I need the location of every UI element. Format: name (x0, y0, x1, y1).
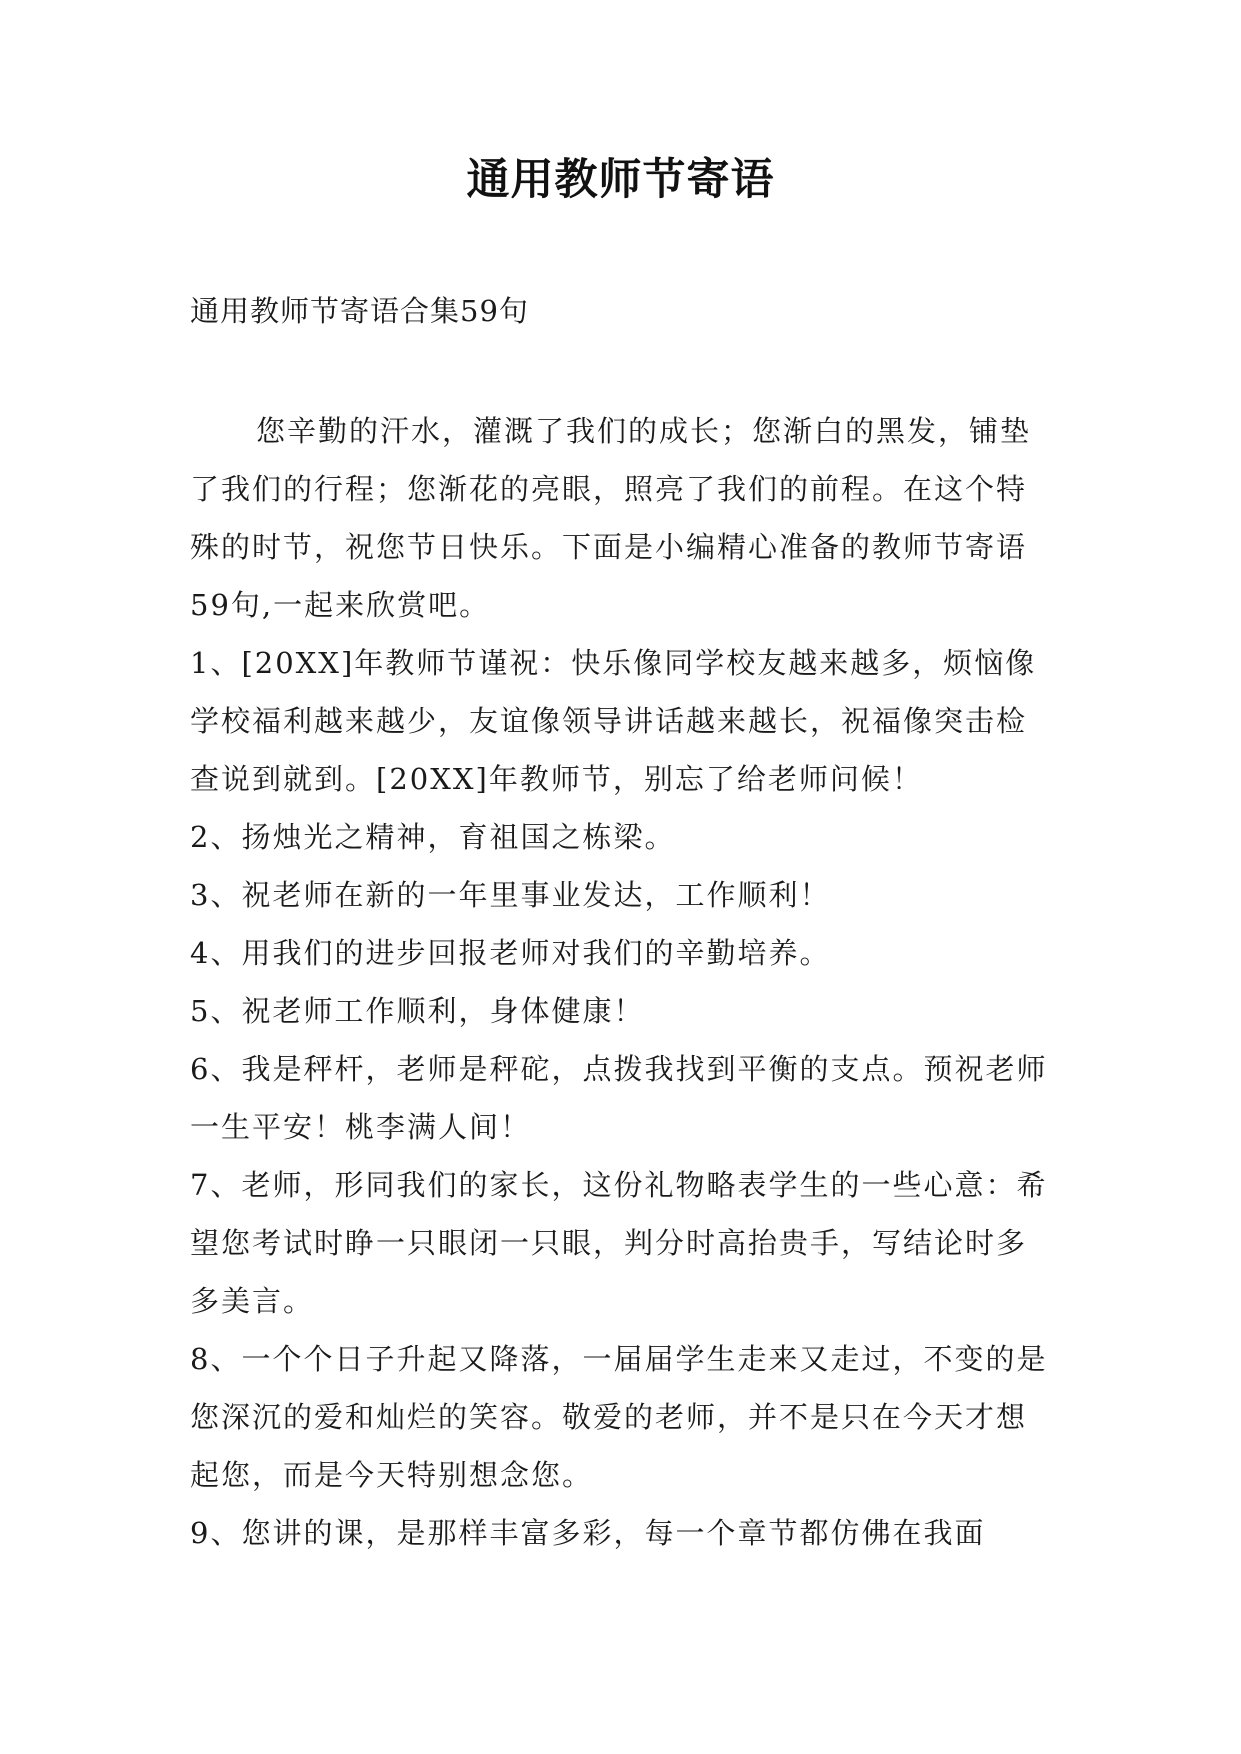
list-item: 3、祝老师在新的一年里事业发达，工作顺利！ (190, 878, 831, 912)
document-subtitle: 通用教师节寄语合集59句 (190, 294, 529, 328)
list-item: 8、一个个日子升起又降落，一届届学生走来又走过，不变的是您深沉的爱和灿烂的笑容。敬爱的老师，并不是只在今天才想起您，而是今天特别想念您。 (190, 1342, 1048, 1492)
intro-paragraph: 您辛勤的汗水，灌溉了我们的成长；您渐白的黑发，铺垫了我们的行程；您渐花的亮眼，照亮了我们的前程。在这个特殊的时节，祝您节日快乐。下面是小编精心准备的教师节寄语59句,一起来欣赏吧。 (190, 414, 1032, 622)
list-item: 7、老师，形同我们的家长，这份礼物略表学生的一些心意：希望您考试时睁一只眼闭一只眼，判分时高抬贵手，写结论时多多美言。 (190, 1168, 1048, 1318)
list-item: 5、祝老师工作顺利，身体健康！ (190, 994, 645, 1028)
document-body (190, 402, 1055, 1562)
list-item: 9、您讲的课，是那样丰富多彩，每一个章节都仿佛在我面 (190, 1516, 986, 1550)
list-item: 1、[20XX]年教师节谨祝：快乐像同学校友越来越多，烦恼像学校福利越来越少，友谊像领导讲话越来越长，祝福像突击检查说到就到。[20XX]年教师节，别忘了给老师问候！ (190, 646, 1037, 796)
list-item: 4、用我们的进步回报老师对我们的辛勤培养。 (190, 936, 831, 970)
document-title: 通用教师节寄语 (466, 155, 775, 205)
list-item: 2、扬烛光之精神，育祖国之栋梁。 (190, 820, 676, 854)
list-item: 6、我是秤杆，老师是秤砣，点拨我找到平衡的支点。预祝老师一生平安！桃李满人间！ (190, 1052, 1048, 1144)
